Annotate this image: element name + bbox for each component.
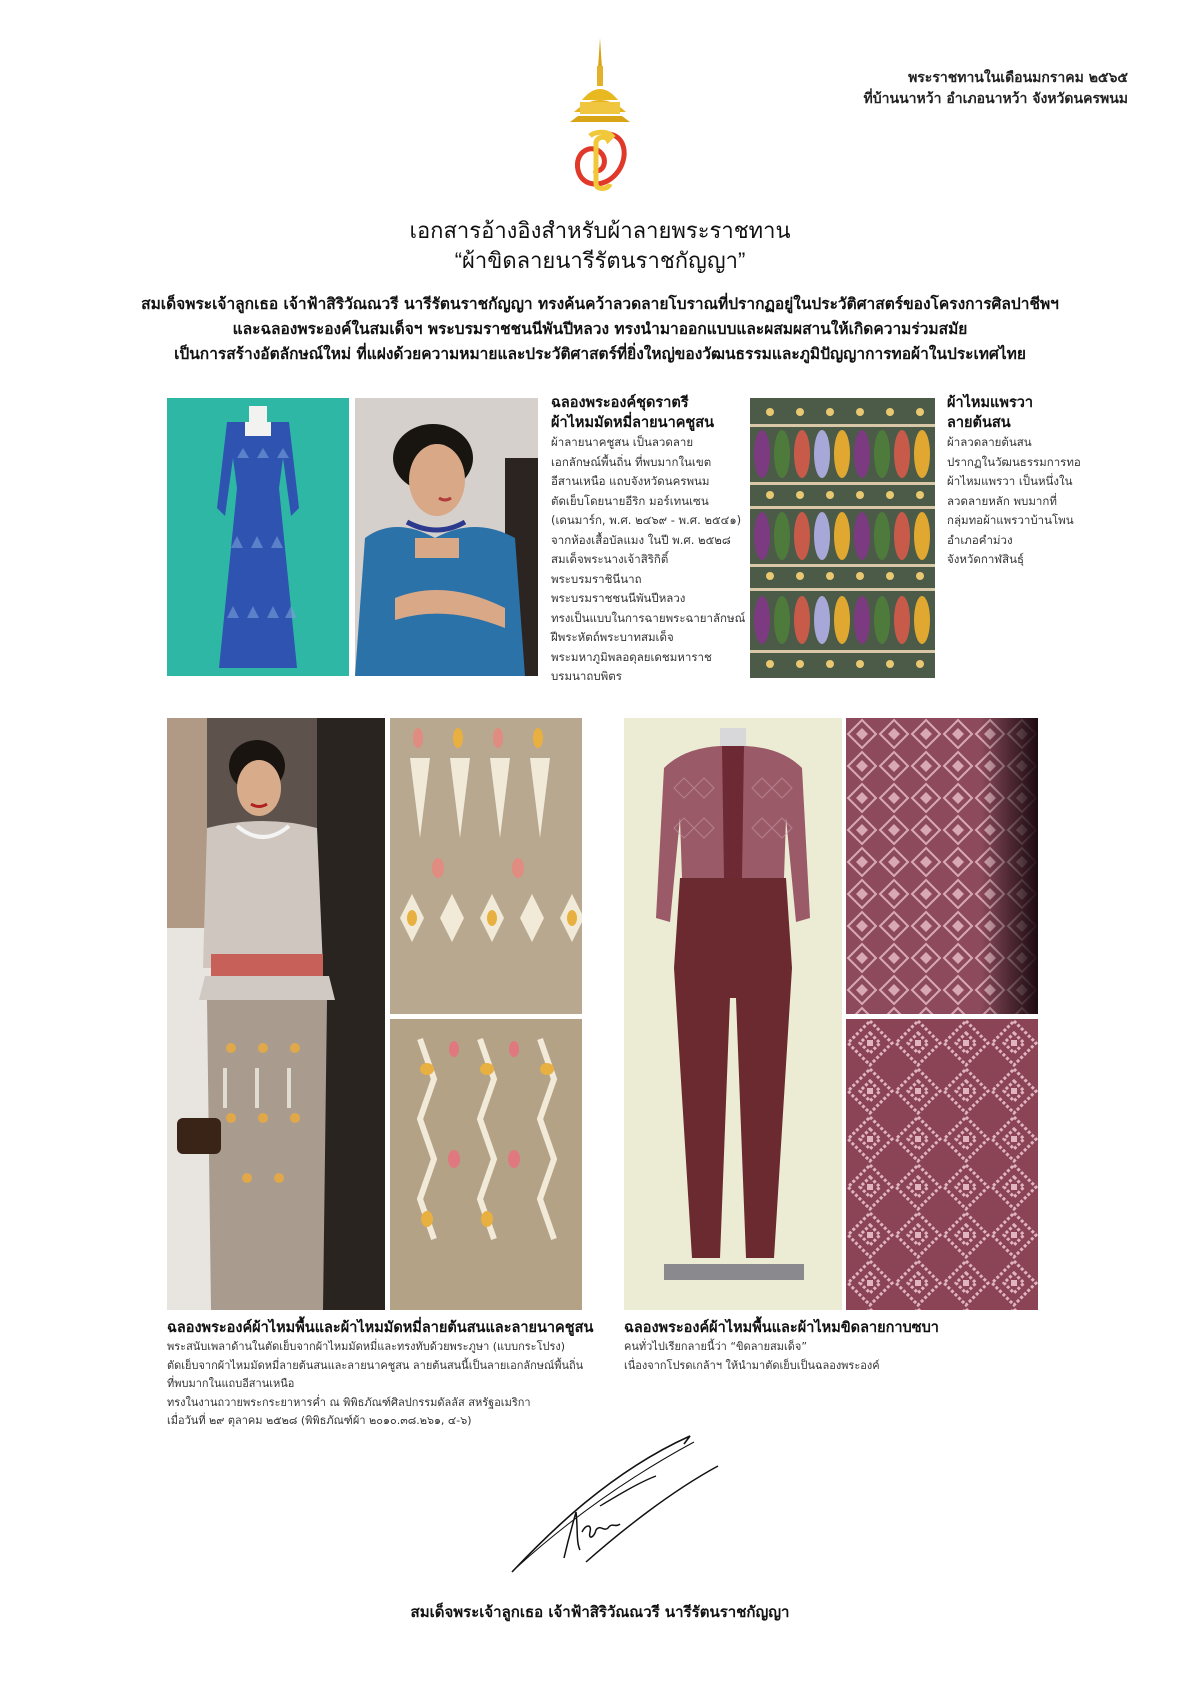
figure-1-text-9: พระบรมราชชนนีพันปีหลวง: [551, 591, 686, 605]
maroon-khit-pants-suit-on-mannequin-photo: [624, 718, 842, 1310]
praewa-silk-ton-son-pattern-photo: [750, 398, 935, 678]
figure-1-text-13: บรมนาถบพิตร: [551, 669, 622, 683]
figure-2-text-5: กลุ่มทอผ้าแพรวาบ้านโพน: [947, 513, 1074, 527]
figure-1-text-12: พระมหาภูมิพลอดุลยเดชมหาราช: [551, 649, 712, 664]
figure-1-heading-2: ผ้าไหมมัดหมี่ลายนาคชูสน: [551, 415, 715, 431]
figure-2-caption: [947, 393, 1127, 570]
intro-line-3: เป็นการสร้างอัตลักษณ์ใหม่ ที่แฝงด้วยความหมายและประวัติศาสตร์ที่ยิ่งใหญ่ของวัฒนธรรมและภูมิปัญญาการทอผ้าในประเทศไทย: [174, 345, 1026, 363]
figure-3-text-3: ที่พบมากในแถบอีสานเหนือ: [167, 1377, 295, 1390]
figure-1-text-4: ตัดเย็บโดยนายอีริก มอร์เทนเซน: [551, 493, 709, 508]
figure-1-text-5: (เดนมาร์ก, พ.ศ. ๒๔๖๙ - พ.ศ. ๒๕๔๑): [551, 513, 742, 527]
figure-2-heading-1: ผ้าไหมแพรวา: [947, 395, 1034, 411]
figure-2-heading-2: ลายต้นสน: [947, 415, 1011, 431]
intro-line-2: และฉลองพระองค์ในสมเด็จฯ พระบรมราชชนนีพันปีหลวง ทรงนำมาออกแบบและผสมผสานให้เกิดความร่วมสมัย: [232, 320, 968, 338]
figure-2-text-4: ลวดลายหลัก พบมากที่: [947, 493, 1057, 508]
document-title: [0, 216, 1200, 276]
khit-fabric-detail-bottom-photo: [846, 1019, 1038, 1310]
figure-2-text-1: ผ้าลวดลายต้นสน: [947, 435, 1032, 449]
figure-2-text-6: อำเภอคำม่วง: [947, 532, 1013, 547]
handwritten-signature-icon: [490, 1432, 720, 1582]
mudmee-fabric-detail-bottom-photo: [390, 1019, 582, 1310]
figure-1-caption: [551, 393, 751, 687]
figure-1-text-8: พระบรมราชินีนาถ: [551, 571, 642, 586]
figure-2-text-2: ปรากฏในวัฒนธรรมการทอ: [947, 454, 1081, 469]
queen-wearing-blue-dress-photo: [355, 398, 538, 676]
figure-1-text-6: จากห้องเสื้อบัลแมง ในปี พ.ศ. ๒๕๒๘: [551, 532, 731, 547]
mudmee-fabric-detail-top-photo: [390, 718, 582, 1014]
dateline-date: พระราชทานในเดือนมกราคม ๒๕๖๕: [908, 70, 1128, 86]
figure-3-text-1: พระสนับเพลาด้านในตัดเย็บจากผ้าไหมมัดหมี่และทรงทับด้วยพระภูษา (แบบกระโปรง): [167, 1340, 566, 1353]
intro-paragraph: [60, 292, 1140, 367]
figure-1-text-11: ฝีพระหัตถ์พระบาทสมเด็จ: [551, 630, 674, 644]
figure-3-text-4: ทรงในงานถวายพระกระยาหารค่ำ ณ พิพิธภัณฑ์ศิลปกรรมดัลลัส สหรัฐอเมริกา: [167, 1395, 531, 1409]
figure-3-text-2: ตัดเย็บจากผ้าไหมมัดหมี่ลายต้นสนและลายนาคชูสน ลายต้นสนนี้เป็นลายเอกลักษณ์พื้นถิ่น: [167, 1358, 584, 1372]
dateline: [864, 68, 1128, 110]
figure-4-heading: ฉลองพระองค์ผ้าไหมพื้นและผ้าไหมขิดลายกาบซบา: [624, 1320, 939, 1336]
figure-1-text-1: ผ้าลายนาคชูสน เป็นลวดลาย: [551, 435, 694, 449]
figure-4-text-2: เนื่องจากโปรดเกล้าฯ ให้นำมาตัดเย็บเป็นฉลองพระองค์: [624, 1358, 880, 1372]
figure-1-text-7: สมเด็จพระนางเจ้าสิริกิติ์: [551, 552, 669, 566]
khit-fabric-detail-top-photo: [846, 718, 1038, 1014]
figure-3-heading: ฉลองพระองค์ผ้าไหมพื้นและผ้าไหมมัดหมี่ลายต้นสนและลายนาคชูสน: [167, 1320, 594, 1336]
title-line-2: “ผ้าขิดลายนารีรัตนราชกัญญา”: [454, 248, 746, 273]
figure-1-heading-1: ฉลองพระองค์ชุดราตรี: [551, 395, 689, 411]
royal-cypher-emblem-icon: [568, 38, 632, 196]
title-line-1: เอกสารอ้างอิงสำหรับผ้าลายพระราชทาน: [409, 218, 791, 243]
figure-2-text-3: ผ้าไหมแพรวา เป็นหนึ่งใน: [947, 474, 1073, 488]
figure-2-text-7: จังหวัดกาฬสินธุ์: [947, 552, 1025, 566]
queen-in-silver-silk-outfit-photo: [167, 718, 385, 1310]
signer-name: สมเด็จพระเจ้าลูกเธอ เจ้าฟ้าสิริวัณณวรี นารีรัตนราชกัญญา: [410, 1603, 790, 1621]
figure-3-caption: [167, 1318, 607, 1431]
figure-1-text-10: ทรงเป็นแบบในการฉายพระฉายาลักษณ์: [551, 610, 746, 625]
figure-4-caption: [624, 1318, 1064, 1375]
blue-silk-dress-on-mannequin-photo: [167, 398, 349, 676]
figure-1-text-2: เอกลักษณ์พื้นถิ่น ที่พบมากในเขต: [551, 454, 712, 469]
intro-line-1: สมเด็จพระเจ้าลูกเธอ เจ้าฟ้าสิริวัณณวรี นารีรัตนราชกัญญา ทรงค้นคว้าลวดลายโบราณที่ปรากฏอยู่ในประวัติศาสตร์ของโครงการศิลปาชีพฯ: [141, 295, 1059, 313]
dateline-place: ที่บ้านนาหว้า อำเภอนาหว้า จังหวัดนครพนม: [863, 91, 1128, 107]
figure-4-text-1: คนทั่วไปเรียกลายนี้ว่า “ขิดลายสมเด็จ”: [624, 1340, 808, 1353]
figure-3-text-5: เมื่อวันที่ ๒๙ ตุลาคม ๒๕๒๘ (พิพิธภัณฑ์ผ้า ๒๐๑๐.๓๘.๒๖๑, ๔-๖): [167, 1414, 472, 1427]
figure-1-text-3: อีสานเหนือ แถบจังหวัดนครพนม: [551, 474, 710, 488]
